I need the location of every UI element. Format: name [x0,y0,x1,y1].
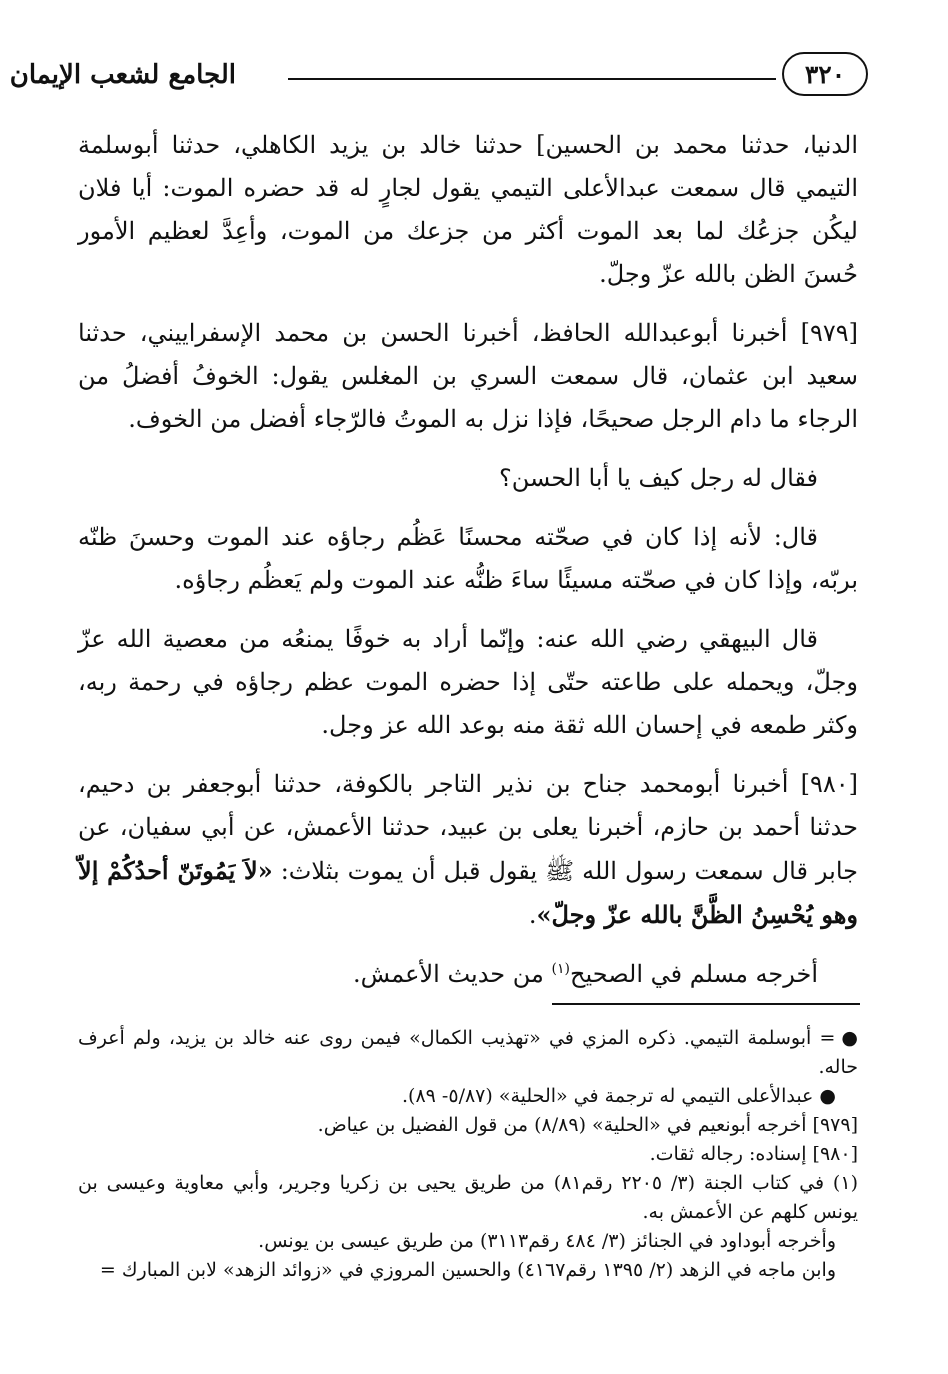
takhrij-text-end: من حديث الأعمش. [353,960,552,988]
footnote-1-cont-abudawud: وأخرجه أبوداود في الجنائز (٣/ ٤٨٤ رقم٣١١٣) من طريق عيسى بن يونس. [258,1230,836,1252]
footnote-980: [٩٨٠] إسناده: رجاله ثقات. [649,1143,858,1165]
footnote-text: = أبوسلمة التيمي. ذكره المزي في «تهذيب الكمال» فيمن روى عنه خالد بن يزيد، ولم أعرف حاله. [78,1027,858,1078]
paragraph-answer: قال: لأنه إذا كان في صحّته محسنًا عَظُم رجاؤه عند الموت وحسنَ ظنّه بربّه، وإذا كان في صحّته مسيئًا ساءَ ظنُّه عند الموت ولم يَعظُم رجاؤه. [78,523,858,594]
header-rule [288,78,776,80]
footnotes [78,1024,858,1285]
page-number: ٣٢٠ [782,52,868,96]
hadith-quote: «لاَ يَمُوتَنّ أحدُكُمْ إلاّ وهو يُحْسِنُ الظَّنَّ بالله عزّ وجلّ» [78,856,858,929]
paragraph-1: الدنيا، حدثنا محمد بن الحسين] حدثنا خالد بن يزيد الكاهلي، حدثنا أبوسلمة التيمي قال سمعت عبدالأعلى التيمي يقول لجارٍ له قد حضره الموت: أيا فلان ليكُن جزعُك لما بعد الموت أكثر من جزعك من الموت، وأعِدَّ لعظيم الأمور حُسنَ الظن بالله عزّ وجلّ. [78,131,859,288]
paragraph-takhrij [78,953,858,996]
paragraph-bayhaqi: قال البيهقي رضي الله عنه: وإنّما أراد به خوفًا يمنعُه من معصية الله عزّ وجلّ، ويحمله على طاعته حتّى إذا حضره الموت عظم رجاؤه في رحمة ربه، وكثر طمعه في إحسان الله ثقة منه بوعد الله عز وجل. [78,625,858,739]
footnote-continued [78,1024,858,1082]
hadith-chain: [٩٨٠] أخبرنا أبومحمد جناح بن نذير التاجر بالكوفة، حدثنا أبوجعفر بن دحيم، حدثنا أحمد بن حازم، أخبرنا يعلى بن عبيد، حدثنا الأعمش، عن أبي سفيان، عن جابر قال سمعت رسول الله ﷺ يقول قبل أن يموت بثلاث: [78,770,859,885]
paragraph-979: [٩٧٩] أخبرنا أبوعبدالله الحافظ، أخبرنا الحسن بن محمد الإسفراييني، حدثنا سعيد ابن عثمان، قال سمعت السري بن المغلس يقول: الخوفُ أفضلُ من الرجاء ما دام الرجل صحيحًا، فإذا نزل به الموتُ فالرّجاء أفضل من الخوف. [78,319,858,433]
footnote-1: (١) في كتاب الجنة (٣/ ٢٢٠٥ رقم٨١) من طريق يحيى بن زكريا وجرير، وأبي معاوية وعيسى بن يونس كلهم عن الأعمش به. [78,1172,858,1223]
footnote-bullet [78,1082,858,1111]
hadith-end: . [528,901,537,929]
main-text [78,124,858,1012]
paragraph-980 [78,763,858,937]
footnote-1-cont-ibnmajah: وابن ماجه في الزهد (٢/ ١٣٩٥ رقم٤١٦٧) والحسين المروزي في «زوائد الزهد» لابن المبارك = [99,1259,836,1281]
footnote-979: [٩٧٩] أخرجه أبونعيم في «الحلية» (٨/٨٩) من قول الفضيل بن عياض. [317,1114,858,1136]
footnote-ref-1[interactable]: (١) [551,961,570,977]
takhrij-text: أخرجه مسلم في الصحيح [569,960,818,988]
page-header [9,52,868,102]
footnote-text: عبدالأعلى التيمي له ترجمة في «الحلية» (٥/٨٧- ٨٩). [402,1085,814,1107]
bullet-icon: ● [819,1085,836,1107]
bullet-icon: ● [841,1027,858,1049]
footnote-separator [552,1003,860,1005]
paragraph-question: فقال له رجل كيف يا أبا الحسن؟ [499,464,818,492]
running-title: الجامع لشعب الإيمان [9,60,236,90]
